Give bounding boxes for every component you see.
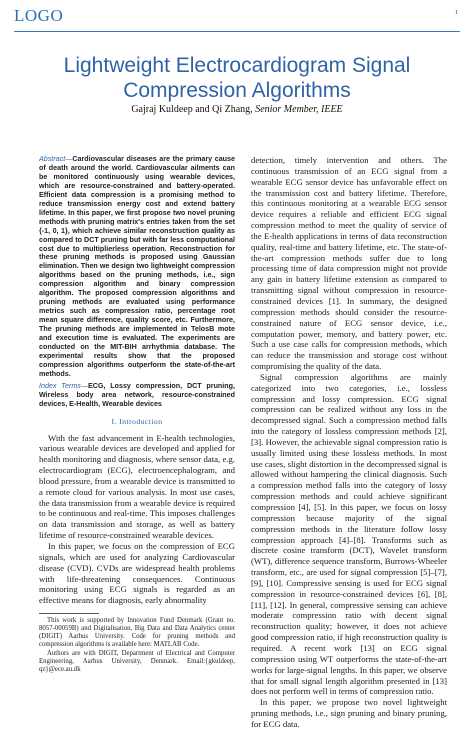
paragraph: With the fast advancement in E-health technologies, various wearable devices are developed and applied for health monitoring and diagnosis, where sensor data, e.g. electrocardiogram (ECG), electroencephalogram, and blood pressure, from a wearable device is transmitted to a remote cloud for various analysis. In most use cases, the data transmission from a wearable device is required to be continuous and real-time. This imposes challenges on data transmission and storage, as well as battery lifetime of resource-constrained wearable devices. xyxy=(39,432,235,541)
footnote: Authors are with DIGIT, Department of Electrical and Computer Engineering, Aarhus University, Denmark. Email:{gkuldeep, qz}@ece.au.dk xyxy=(39,650,235,674)
section-heading-introduction: I. Introduction xyxy=(111,416,163,426)
right-column xyxy=(251,155,447,730)
index-terms-lead: Index Terms— xyxy=(39,381,88,390)
paragraph: detection, timely intervention and others. The continuous transmission of an ECG signal from a wearable ECG sensor device has unfavorable effect on the transmission cost and battery lifetime. Therefore, this continuous monitoring at a wearable ECG sensor device requires a reliable and efficient ECG signal compression method to meet the quality of service of the E-health applications in terms of data reconstruction quality, real-time and battery lifetime, etc. The state-of-the-art compression methods suffer due to long processing time of data compression might not provide any gain in battery lifetime extension as compared to transmitting signal without compression in resource-constrained devices [1]. In summary, the designed compression methods should consider the resource-constrained nature of ECG sensor device, i.e., computation power, memory, and battery power, etc. Such a use case calls for compression methods, which can reduce the transmission and storage cost without compromising the quality of the data. xyxy=(251,155,447,372)
author-names: Gajraj Kuldeep and Qi Zhang, xyxy=(131,104,256,115)
abstract-text: Cardiovascular diseases are the primary cause of death around the world. Cardiovascular ailments can be monitored continuously using wearable devices, which are resource-constrained and battery-operated. Efficient data compression is a promising method to reduce transmission energy cost and extend battery lifetime. In this paper, we first propose two novel pruning methods with pruning matrix's entries taken from the set {-1, 0, 1}, which achieve similar reconstruction quality as compared to DCT pruning but with far less computational cost due to multiplierless operation. Reconstruction for these pruning methods is proposed using Gaussian elimination. Then we design two lightweight compression algorithms based on the pruning methods, i.e., sign compression algorithm and binary compression algorithm. The proposed compression algorithms and pruning methods are evaluated using performance metrics such as compression ratio, percentage root mean square difference, quality score, etc. Furthermore, The pruning methods are implemented in TelosB mote and execution time is evaluated. The experiments are conducted on the MIT-BIH arrhythmia database. The experimental results show that the proposed compression algorithms outperform the state-of-the-art methods. xyxy=(39,155,235,378)
footnote-rule xyxy=(39,613,99,614)
author-line xyxy=(0,104,474,115)
page-number: 1 xyxy=(455,10,458,16)
left-column xyxy=(39,155,235,674)
paragraph: In this paper, we focus on the compression of ECG signals, which are used for analyzing Cardiovascular disease (CVD). CVDs are widespread health problems with life-threatening consequences. Continuous monitoring using ECG signals is regarded as an effective means for diagnosis, early abnormality xyxy=(39,540,235,606)
paragraph: In this paper, we propose two novel lightweight pruning methods, i.e., sign pruning and binary pruning, for ECG data. xyxy=(251,697,447,729)
footnote: This work is supported by Innovation Fund Denmark (Grant no. 8057-00059B) and Digitalisation, Big Data and Data Analytics center (DIGIT) Aarhus University. Code for pruning methods and compression algorithms is available here: MATLAB Code. xyxy=(39,617,235,649)
title-line: Compression Algorithms xyxy=(123,79,351,102)
index-terms-text: ECG, Lossy compression, DCT pruning, Wireless body area network, resource-constrained devices, E-Health, Wearable devices xyxy=(39,381,235,408)
abstract xyxy=(39,155,235,379)
header-rule xyxy=(14,31,460,32)
paragraph: Signal compression algorithms are mainly categorized into two categories, i.e., lossless compression and lossy compression. ECG signal compression can be realized without any loss in the decompressed signal. Such a compression method falls into the category of lossless compression methods [2], [3]. However, the achievable signal compression ratio is usually limited using these lossless methods. In most use cases, slight distortion in the decompressed signal is allowed without hampering the clinical diagnosis. Such a compression method falls into the category of lossy compression methods and could achieve significant compression [4], [5]. In this paper, we focus on lossy compression because majority of the signal compression methods in the literature follow lossy compression approach [4]–[8]. Transforms such as discrete cosine transform (DCT), Wavelet transform (WT), difference sequence transform, Burrows-Wheeler transform, etc., are used for signal compression [5]–[7], [9], [10]. Compressive sensing is used for ECG signal compression in resource-constrained devices [6], [8], [11], [12]. In general, compressive sensing can achieve moderate compression ratio with decent signal reconstruction quality; however, it does not achieve good compression ratio, if high reconstruction quality is required. A recent work [13] on ECG signal compression using WT outperforms the state-of-the-art works for large-signal lengths. In this paper, we observe that for small signal length algorithm presented in [13] does not perform well in terms of compression ratio. xyxy=(251,371,447,697)
index-terms xyxy=(39,382,235,409)
title-line: Lightweight Electrocardiogram Signal xyxy=(63,54,411,77)
abstract-lead: Abstract— xyxy=(39,155,73,163)
paper-title xyxy=(0,53,474,103)
author-affiliation: Senior Member, IEEE xyxy=(255,104,343,115)
logo: LOGO xyxy=(14,6,64,25)
